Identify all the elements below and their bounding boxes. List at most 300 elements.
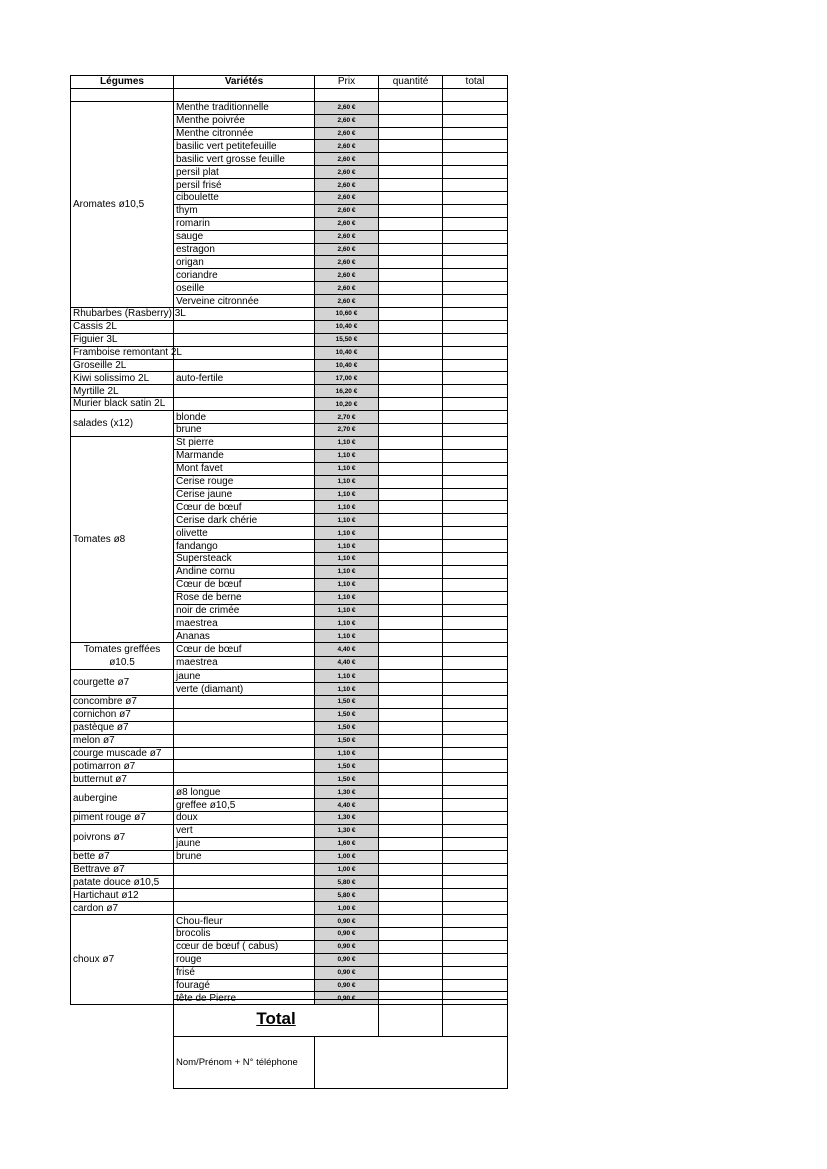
row-total-cell[interactable]: [443, 230, 508, 243]
variety-cell: Supersteack: [174, 552, 315, 565]
order-sheet: [70, 75, 507, 1005]
variety-cell: Menthe poivrée: [174, 114, 315, 127]
quantity-cell[interactable]: [379, 398, 443, 411]
category-cell: cornichon ø7: [71, 708, 174, 721]
total-quantity-cell[interactable]: [379, 1000, 443, 1037]
quantity-cell[interactable]: [379, 462, 443, 475]
total-table: [173, 999, 508, 1089]
quantity-cell[interactable]: [379, 863, 443, 876]
row-total-cell[interactable]: [443, 695, 508, 708]
row-total-cell[interactable]: [443, 915, 508, 928]
quantity-cell[interactable]: [379, 837, 443, 850]
quantity-cell[interactable]: [379, 295, 443, 308]
quantity-cell[interactable]: [379, 824, 443, 837]
quantity-cell[interactable]: [379, 902, 443, 915]
quantity-cell[interactable]: [379, 359, 443, 372]
row-total-cell[interactable]: [443, 114, 508, 127]
price-cell: 15,50 €: [315, 333, 379, 346]
category-cell: Aromates ø10,5: [71, 101, 174, 307]
row-total-cell[interactable]: [443, 333, 508, 346]
table-row: [71, 889, 508, 902]
category-cell: melon ø7: [71, 734, 174, 747]
quantity-cell[interactable]: [379, 153, 443, 166]
category-cell: Bettrave ø7: [71, 863, 174, 876]
price-cell: 1,10 €: [315, 462, 379, 475]
name-input-cell[interactable]: [315, 1037, 508, 1089]
quantity-cell[interactable]: [379, 747, 443, 760]
row-total-cell[interactable]: [443, 269, 508, 282]
quantity-cell[interactable]: [379, 192, 443, 205]
quantity-cell[interactable]: [379, 488, 443, 501]
row-total-cell[interactable]: [443, 721, 508, 734]
variety-cell: Andine cornu: [174, 565, 315, 578]
price-cell: 10,20 €: [315, 398, 379, 411]
variety-cell: thym: [174, 204, 315, 217]
row-total-cell[interactable]: [443, 449, 508, 462]
quantity-cell[interactable]: [379, 604, 443, 617]
variety-cell: [174, 773, 315, 786]
quantity-cell[interactable]: [379, 372, 443, 385]
price-cell: 1,00 €: [315, 850, 379, 863]
price-cell: 1,50 €: [315, 721, 379, 734]
price-cell: 1,30 €: [315, 824, 379, 837]
price-cell: 2,60 €: [315, 140, 379, 153]
price-cell: 4,40 €: [315, 799, 379, 812]
variety-cell: greffee ø10,5: [174, 799, 315, 812]
price-cell: 1,10 €: [315, 527, 379, 540]
row-total-cell[interactable]: [443, 630, 508, 643]
price-cell: 1,10 €: [315, 475, 379, 488]
price-cell: 0,90 €: [315, 953, 379, 966]
row-total-cell[interactable]: [443, 140, 508, 153]
row-total-cell[interactable]: [443, 979, 508, 992]
row-total-cell[interactable]: [443, 527, 508, 540]
variety-cell: brune: [174, 424, 315, 437]
table-row: [71, 101, 508, 114]
price-cell: 2,60 €: [315, 166, 379, 179]
quantity-cell[interactable]: [379, 966, 443, 979]
price-cell: 10,40 €: [315, 359, 379, 372]
variety-cell: sauge: [174, 230, 315, 243]
price-cell: 2,60 €: [315, 243, 379, 256]
quantity-cell[interactable]: [379, 928, 443, 941]
table-row: [71, 436, 508, 449]
variety-cell: Cerise jaune: [174, 488, 315, 501]
header-row: [71, 76, 508, 89]
category-cell: pastèque ø7: [71, 721, 174, 734]
price-cell: 1,00 €: [315, 863, 379, 876]
category-cell: piment rouge ø7: [71, 811, 174, 824]
quantity-cell[interactable]: [379, 101, 443, 114]
variety-cell: Cerise rouge: [174, 475, 315, 488]
category-cell: Tomates greffées ø10.5: [71, 643, 174, 670]
quantity-cell[interactable]: [379, 540, 443, 553]
variety-cell: Cœur de bœuf: [174, 643, 315, 657]
row-total-cell[interactable]: [443, 462, 508, 475]
variety-cell: origan: [174, 256, 315, 269]
row-total-cell[interactable]: [443, 192, 508, 205]
price-cell: 1,50 €: [315, 760, 379, 773]
row-total-cell[interactable]: [443, 889, 508, 902]
row-total-cell[interactable]: [443, 372, 508, 385]
variety-cell: persil plat: [174, 166, 315, 179]
table-row: [71, 411, 508, 424]
price-cell: 2,60 €: [315, 269, 379, 282]
row-total-cell[interactable]: [443, 217, 508, 230]
price-cell: 1,10 €: [315, 565, 379, 578]
variety-cell: fouragé: [174, 979, 315, 992]
quantity-cell[interactable]: [379, 140, 443, 153]
category-cell: courge muscade ø7: [71, 747, 174, 760]
row-total-cell[interactable]: [443, 863, 508, 876]
row-total-cell[interactable]: [443, 127, 508, 140]
quantity-cell[interactable]: [379, 786, 443, 799]
table-row: [71, 811, 508, 824]
header-varietes: Variétés: [174, 76, 315, 89]
price-cell: 1,10 €: [315, 617, 379, 630]
row-total-cell[interactable]: [443, 385, 508, 398]
quantity-cell[interactable]: [379, 527, 443, 540]
variety-cell: Cœur de bœuf: [174, 578, 315, 591]
table-row: [71, 863, 508, 876]
name-label: Nom/Prénom + N° téléphone: [174, 1037, 315, 1089]
category-cell: poivrons ø7: [71, 824, 174, 850]
price-cell: 0,90 €: [315, 992, 379, 1005]
quantity-cell[interactable]: [379, 308, 443, 321]
quantity-cell[interactable]: [379, 501, 443, 514]
variety-cell: auto-fertile: [174, 372, 315, 385]
variety-cell: tête de Pierre: [174, 992, 315, 1005]
price-cell: 2,60 €: [315, 127, 379, 140]
price-cell: 1,60 €: [315, 837, 379, 850]
quantity-cell[interactable]: [379, 721, 443, 734]
row-total-cell[interactable]: [443, 876, 508, 889]
price-cell: 1,50 €: [315, 708, 379, 721]
price-cell: 1,10 €: [315, 436, 379, 449]
price-cell: 1,10 €: [315, 488, 379, 501]
quantity-cell[interactable]: [379, 695, 443, 708]
row-total-cell[interactable]: [443, 320, 508, 333]
row-total-cell[interactable]: [443, 166, 508, 179]
row-total-cell[interactable]: [443, 243, 508, 256]
table-row: [71, 695, 508, 708]
category-cell: Figuier 3L: [71, 333, 174, 346]
table-row: [71, 320, 508, 333]
variety-cell: verte (diamant): [174, 683, 315, 696]
price-cell: 0,90 €: [315, 966, 379, 979]
price-cell: 2,60 €: [315, 101, 379, 114]
quantity-cell[interactable]: [379, 683, 443, 696]
quantity-cell[interactable]: [379, 940, 443, 953]
quantity-cell[interactable]: [379, 166, 443, 179]
category-cell: Cassis 2L: [71, 320, 174, 333]
quantity-cell[interactable]: [379, 256, 443, 269]
variety-cell: [174, 695, 315, 708]
variety-cell: basilic vert grosse feuille: [174, 153, 315, 166]
price-cell: 0,90 €: [315, 928, 379, 941]
variety-cell: Verveine citronnée: [174, 295, 315, 308]
category-cell: Hartichaut ø12: [71, 889, 174, 902]
price-cell: 1,00 €: [315, 902, 379, 915]
row-total-cell[interactable]: [443, 617, 508, 630]
row-total-cell[interactable]: [443, 578, 508, 591]
table-row: [71, 708, 508, 721]
category-cell: courgette ø7: [71, 670, 174, 696]
category-cell: bette ø7: [71, 850, 174, 863]
variety-cell: St pierre: [174, 436, 315, 449]
quantity-cell[interactable]: [379, 799, 443, 812]
row-total-cell[interactable]: [443, 308, 508, 321]
quantity-cell[interactable]: [379, 552, 443, 565]
row-total-cell[interactable]: [443, 670, 508, 683]
variety-cell: Menthe traditionnelle: [174, 101, 315, 114]
variety-cell: blonde: [174, 411, 315, 424]
category-cell: patate douce ø10,5: [71, 876, 174, 889]
variety-cell: [174, 320, 315, 333]
row-total-cell[interactable]: [443, 760, 508, 773]
row-total-cell[interactable]: [443, 850, 508, 863]
category-cell: Groseille 2L: [71, 359, 174, 372]
row-total-cell[interactable]: [443, 488, 508, 501]
price-table: [70, 75, 508, 1005]
table-row: [71, 747, 508, 760]
quantity-cell[interactable]: [379, 643, 443, 657]
price-cell: 1,50 €: [315, 695, 379, 708]
price-cell: 1,10 €: [315, 604, 379, 617]
price-cell: 5,80 €: [315, 889, 379, 902]
variety-cell: [174, 359, 315, 372]
quantity-cell[interactable]: [379, 979, 443, 992]
variety-cell: [174, 308, 315, 321]
quantity-cell[interactable]: [379, 269, 443, 282]
row-total-cell[interactable]: [443, 708, 508, 721]
category-label: Murier black satin 2L: [73, 398, 166, 410]
table-row: [71, 850, 508, 863]
quantity-cell[interactable]: [379, 385, 443, 398]
variety-cell: Cœur de bœuf: [174, 501, 315, 514]
quantity-cell[interactable]: [379, 449, 443, 462]
variety-cell: oseille: [174, 282, 315, 295]
price-cell: 1,30 €: [315, 786, 379, 799]
row-total-cell[interactable]: [443, 346, 508, 359]
price-cell: 2,60 €: [315, 192, 379, 205]
variety-cell: doux: [174, 811, 315, 824]
row-total-cell[interactable]: [443, 179, 508, 192]
quantity-cell[interactable]: [379, 915, 443, 928]
variety-cell: [174, 346, 315, 359]
quantity-cell[interactable]: [379, 346, 443, 359]
row-total-cell[interactable]: [443, 656, 508, 670]
header-prix: Prix: [315, 76, 379, 89]
price-cell: 1,10 €: [315, 630, 379, 643]
category-cell: salades (x12): [71, 411, 174, 437]
variety-cell: Menthe citronnée: [174, 127, 315, 140]
row-total-cell[interactable]: [443, 552, 508, 565]
variety-cell: [174, 889, 315, 902]
price-cell: 1,50 €: [315, 734, 379, 747]
variety-cell: Rose de berne: [174, 591, 315, 604]
row-total-cell[interactable]: [443, 734, 508, 747]
variety-cell: persil frisé: [174, 179, 315, 192]
row-total-cell[interactable]: [443, 411, 508, 424]
row-total-cell[interactable]: [443, 256, 508, 269]
quantity-cell[interactable]: [379, 243, 443, 256]
quantity-cell[interactable]: [379, 320, 443, 333]
quantity-cell[interactable]: [379, 436, 443, 449]
variety-cell: Ananas: [174, 630, 315, 643]
category-cell: Kiwi solissimo 2L: [71, 372, 174, 385]
price-cell: 2,60 €: [315, 217, 379, 230]
variety-cell: brune: [174, 850, 315, 863]
quantity-cell[interactable]: [379, 217, 443, 230]
row-total-cell[interactable]: [443, 902, 508, 915]
row-total-cell[interactable]: [443, 786, 508, 799]
variety-cell: [174, 902, 315, 915]
quantity-cell[interactable]: [379, 656, 443, 670]
quantity-cell[interactable]: [379, 424, 443, 437]
quantity-cell[interactable]: [379, 114, 443, 127]
price-cell: 10,40 €: [315, 346, 379, 359]
category-cell: Tomates ø8: [71, 436, 174, 642]
price-cell: 4,40 €: [315, 643, 379, 657]
total-block: [173, 999, 507, 1089]
quantity-cell[interactable]: [379, 850, 443, 863]
row-total-cell[interactable]: [443, 295, 508, 308]
row-total-cell[interactable]: [443, 398, 508, 411]
quantity-cell[interactable]: [379, 889, 443, 902]
row-total-cell[interactable]: [443, 540, 508, 553]
quantity-cell[interactable]: [379, 734, 443, 747]
price-cell: 1,50 €: [315, 773, 379, 786]
row-total-cell[interactable]: [443, 643, 508, 657]
variety-cell: [174, 747, 315, 760]
quantity-cell[interactable]: [379, 333, 443, 346]
row-total-cell[interactable]: [443, 824, 508, 837]
price-cell: 2,60 €: [315, 295, 379, 308]
quantity-cell[interactable]: [379, 670, 443, 683]
row-total-cell[interactable]: [443, 359, 508, 372]
variety-cell: cœur de bœuf ( cabus): [174, 940, 315, 953]
quantity-cell[interactable]: [379, 708, 443, 721]
row-total-cell[interactable]: [443, 966, 508, 979]
variety-cell: jaune: [174, 837, 315, 850]
table-row: [71, 786, 508, 799]
table-row: [71, 902, 508, 915]
variety-cell: Chou-fleur: [174, 915, 315, 928]
row-total-cell[interactable]: [443, 501, 508, 514]
row-total-cell[interactable]: [443, 436, 508, 449]
row-total-cell[interactable]: [443, 811, 508, 824]
price-cell: 2,70 €: [315, 424, 379, 437]
quantity-cell[interactable]: [379, 578, 443, 591]
quantity-cell[interactable]: [379, 773, 443, 786]
table-row: [71, 915, 508, 928]
table-row: [71, 359, 508, 372]
quantity-cell[interactable]: [379, 591, 443, 604]
variety-cell: coriandre: [174, 269, 315, 282]
row-total-cell[interactable]: [443, 953, 508, 966]
variety-cell: Marmande: [174, 449, 315, 462]
row-total-cell[interactable]: [443, 514, 508, 527]
row-total-cell[interactable]: [443, 683, 508, 696]
quantity-cell[interactable]: [379, 411, 443, 424]
header-legumes: Légumes: [71, 76, 174, 89]
row-total-cell[interactable]: [443, 591, 508, 604]
variety-cell: olivette: [174, 527, 315, 540]
price-cell: 1,10 €: [315, 540, 379, 553]
quantity-cell[interactable]: [379, 876, 443, 889]
price-cell: 1,10 €: [315, 578, 379, 591]
quantity-cell[interactable]: [379, 514, 443, 527]
quantity-cell[interactable]: [379, 811, 443, 824]
quantity-cell[interactable]: [379, 617, 443, 630]
row-total-cell[interactable]: [443, 153, 508, 166]
row-total-cell[interactable]: [443, 604, 508, 617]
price-cell: 1,10 €: [315, 552, 379, 565]
table-row: [71, 333, 508, 346]
quantity-cell[interactable]: [379, 475, 443, 488]
category-cell: concombre ø7: [71, 695, 174, 708]
header-quantite: quantité: [379, 76, 443, 89]
header-total: total: [443, 76, 508, 89]
row-total-cell[interactable]: [443, 101, 508, 114]
category-label: Rhubarbes (Rasberry) 3L: [73, 308, 186, 320]
variety-cell: [174, 876, 315, 889]
price-cell: 10,60 €: [315, 308, 379, 321]
quantity-cell[interactable]: [379, 565, 443, 578]
variety-cell: [174, 398, 315, 411]
quantity-cell[interactable]: [379, 179, 443, 192]
category-cell: choux ø7: [71, 915, 174, 1005]
variety-cell: basilic vert petitefeuille: [174, 140, 315, 153]
category-cell: cardon ø7: [71, 902, 174, 915]
quantity-cell[interactable]: [379, 282, 443, 295]
row-total-cell[interactable]: [443, 747, 508, 760]
price-cell: 0,90 €: [315, 940, 379, 953]
row-total-cell[interactable]: [443, 424, 508, 437]
row-total-cell[interactable]: [443, 204, 508, 217]
price-cell: 2,60 €: [315, 282, 379, 295]
quantity-cell[interactable]: [379, 204, 443, 217]
total-amount-cell[interactable]: [443, 1000, 508, 1037]
quantity-cell[interactable]: [379, 127, 443, 140]
price-cell: 0,90 €: [315, 915, 379, 928]
variety-cell: brocolis: [174, 928, 315, 941]
row-total-cell[interactable]: [443, 282, 508, 295]
row-total-cell[interactable]: [443, 940, 508, 953]
table-row: [71, 385, 508, 398]
row-total-cell[interactable]: [443, 475, 508, 488]
quantity-cell[interactable]: [379, 953, 443, 966]
variety-cell: estragon: [174, 243, 315, 256]
variety-cell: frisé: [174, 966, 315, 979]
quantity-cell[interactable]: [379, 230, 443, 243]
variety-cell: ciboulette: [174, 192, 315, 205]
row-total-cell[interactable]: [443, 565, 508, 578]
table-row: [71, 773, 508, 786]
row-total-cell[interactable]: [443, 799, 508, 812]
row-total-cell[interactable]: [443, 928, 508, 941]
quantity-cell[interactable]: [379, 760, 443, 773]
quantity-cell[interactable]: [379, 630, 443, 643]
category-cell: aubergine: [71, 786, 174, 812]
row-total-cell[interactable]: [443, 837, 508, 850]
table-row: [71, 643, 508, 657]
price-cell: 2,60 €: [315, 179, 379, 192]
variety-cell: noir de crimée: [174, 604, 315, 617]
table-row: [71, 760, 508, 773]
row-total-cell[interactable]: [443, 773, 508, 786]
